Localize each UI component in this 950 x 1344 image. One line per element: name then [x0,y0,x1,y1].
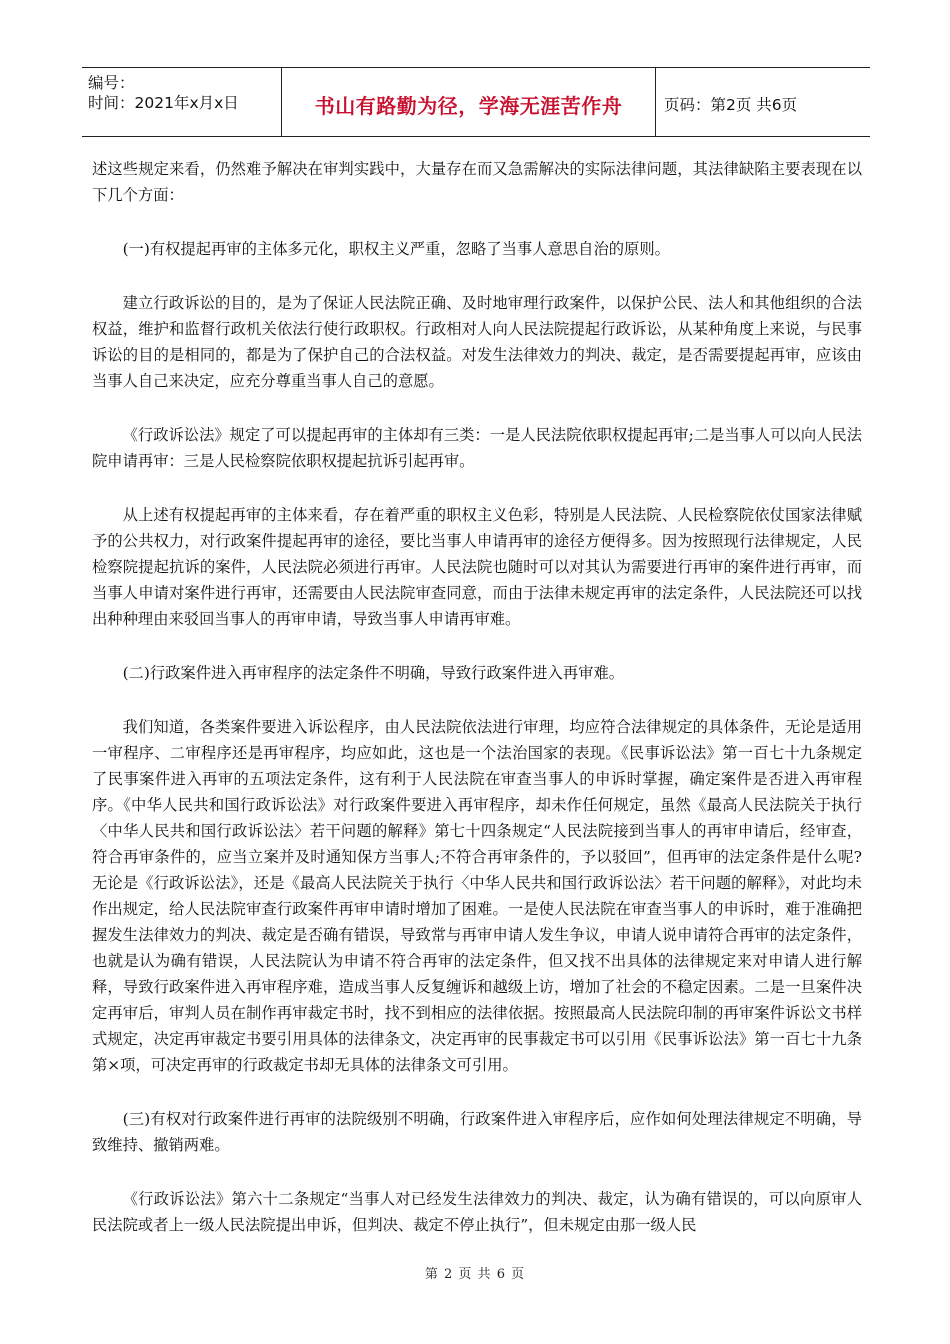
document-body [92,156,862,1266]
header-page-info: 页码：第2页 共6页 [664,96,798,114]
paragraph: 建立行政诉讼的目的，是为了保证人民法院正确、及时地审理行政案件，以保护公民、法人和其他组织的合法权益，维护和监督行政机关依法行使行政职权。行政相对人向人民法院提起行政诉讼，从某种角度上来说，与民事诉讼的目的是相同的，都是为了保护自己的合法权益。对发生法律效力的判决、裁定，是否需要提起再审，应该由当事人自己来决定，应充分尊重当事人自己的意愿。 [92,294,862,390]
document-number-label: 编号： [88,74,135,92]
page-header [82,67,870,137]
document-time-label: 时间：2021年x月x日 [88,94,239,112]
section-heading-3: (三)有权对行政案件进行再审的法院级别不明确，行政案件进入审程序后，应作如何处理法律规定不明确，导致维持、撤销两难。 [92,1110,862,1154]
section-heading-2: (二)行政案件进入再审程序的法定条件不明确，导致行政案件进入再审难。 [122,664,625,682]
paragraph-continuation: 述这些规定来看，仍然难予解决在审判实践中，大量存在而又急需解决的实际法律问题，其法律缺陷主要表现在以下几个方面： [92,160,862,204]
paragraph: 《行政诉讼法》第六十二条规定“当事人对已经发生法律效力的判决、裁定，认为确有错误的，可以向原审人民法院或者上一级人民法院提出申诉，但判决、裁定不停止执行”，但未规定由那一级人民 [92,1190,862,1234]
paragraph: 从上述有权提起再审的主体来看，存在着严重的职权主义色彩，特别是人民法院、人民检察院依仗国家法律赋予的公共权力，对行政案件提起再审的途径，要比当事人申请再审的途径方便得多。因为按照现行法律规定，人民检察院提起抗诉的案件，人民法院必须进行再审。人民法院也随时可以对其认为需要进行再审的案件进行再审，而当事人申请对案件进行再审，还需要由人民法院审查同意，而由于法律未规定再审的法定条件，人民法院还可以找出种种理由来驳回当事人的再审申请，导致当事人申请再审难。 [92,506,862,628]
paragraph: 《行政诉讼法》规定了可以提起再审的主体却有三类：一是人民法院依职权提起再审;二是当事人可以向人民法院申请再审：三是人民检察院依职权提起抗诉引起再审。 [92,426,863,470]
page-footer: 第 2 页 共 6 页 [424,1267,526,1282]
header-meta [82,68,282,136]
section-heading-1: (一)有权提起再审的主体多元化，职权主义严重，忽略了当事人意思自治的原则。 [122,240,670,258]
paragraph: 我们知道，各类案件要进入诉讼程序，由人民法院依法进行审理，均应符合法律规定的具体条件，无论是适用一审程序、二审程序还是再审程序，均应如此，这也是一个法治国家的表现。《民事诉讼法》第一百七十九条规定了民事案件进入再审的五项法定条件，这有利于人民法院在审查当事人的申诉时掌握，确定案件是否进入再审程序。《中华人民共和国行政诉讼法》对行政案件要进入再审程序，却未作任何规定，虽然《最高人民法院关于执行〈中华人民共和国行政诉讼法〉若干问题的解释》第七十四条规定“人民法院接到当事人的再审申请后，经审查，符合再审条件的，应当立案并及时通知保方当事人;不符合再审条件的，予以驳回”，但再审的法定条件是什么呢?无论是《行政诉讼法》，还是《最高人民法院关于执行〈中华人民共和国行政诉讼法〉若干问题的解释》，对此均未作出规定，给人民法院审查行政案件再审申请时增加了困难。一是使人民法院在审查当事人的申诉时，难于准确把握发生法律效力的判决、裁定是否确有错误，导致常与再审申请人发生争议，申请人说申请符合再审的法定条件，也就是认为确有错误，人民法院认为申请不符合再审的法定条件，但又找不出具体的法律规定来对申请人进行解释，导致行政案件进入再审程序难，造成当事人反复缠诉和越级上访，增加了社会的不稳定因素。二是一旦案件决定再审后，审判人员在制作再审裁定书时，找不到相应的法律依据。按照最高人民法院印制的再审案件诉讼文书样式规定，决定再审裁定书要引用具体的法律条文，决定再审的民事裁定书可以引用《民事诉讼法》第一百七十九条第×项，可决定再审的行政裁定书却无具体的法律条文可引用。 [92,718,862,1074]
header-motto: 书山有路勤为径，学海无涯苦作舟 [282,68,656,136]
